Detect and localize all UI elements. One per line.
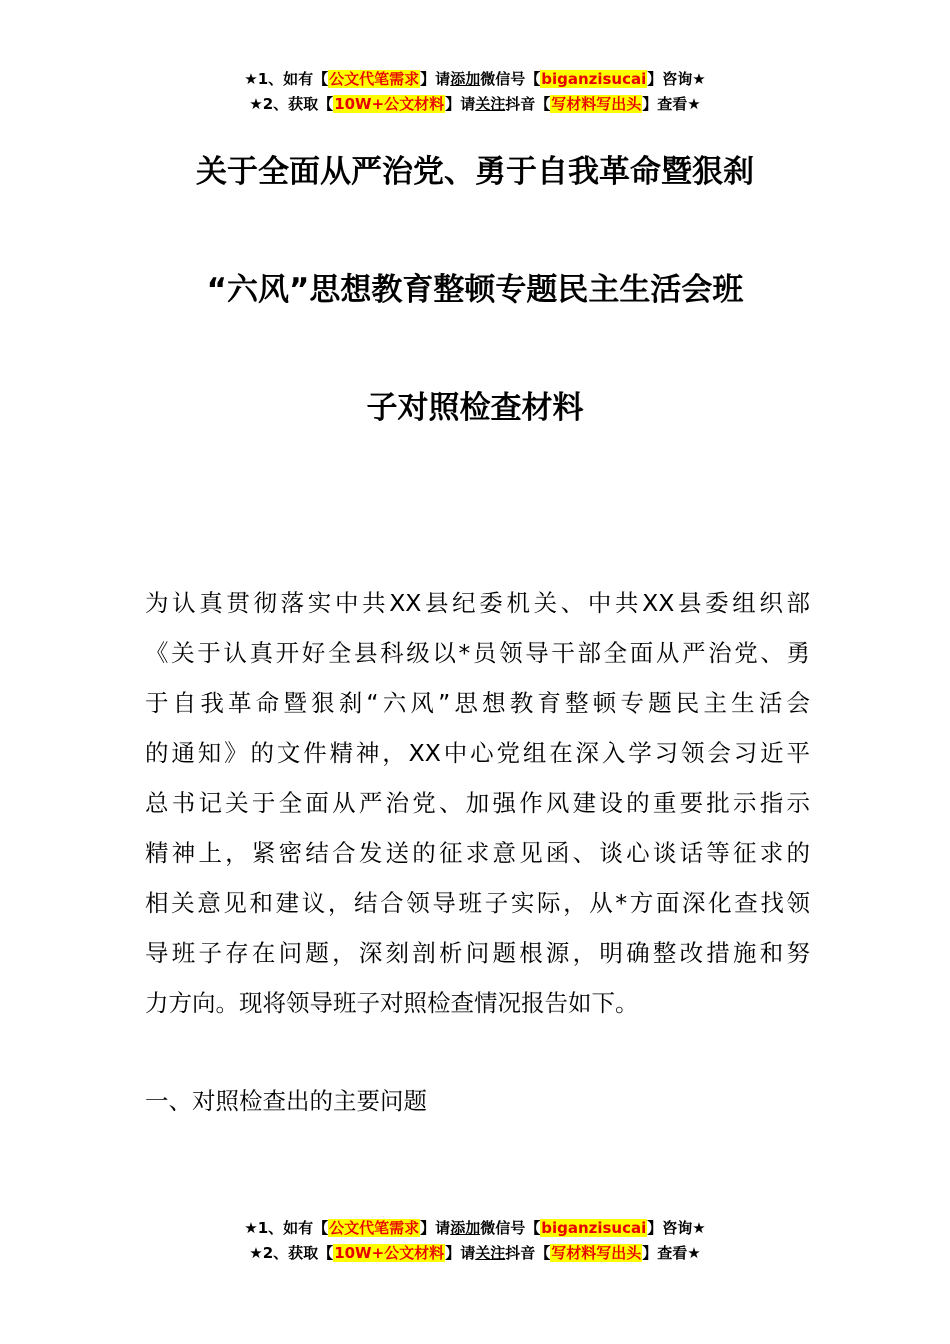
paragraph-line: 精神上，紧密结合发送的征求意见函、谈心谈话等征求的 <box>145 839 810 867</box>
title-line-2: “六风”思想教育整顿专题民主生活会班 <box>206 272 744 308</box>
section-heading: 一、对照检查出的主要问题 <box>145 1087 427 1115</box>
banner-1-prefix: ★1、如有【 <box>244 70 329 88</box>
footer-1-highlight-service: 公文代笔需求 <box>329 1219 420 1237</box>
footer-2-suffix: 】查看★ <box>642 1244 701 1262</box>
paragraph-line: 相关意见和建议，结合领导班子实际，从*方面深化查找领 <box>145 889 810 917</box>
banner-1-mid: 】请 <box>420 70 451 88</box>
header-banner <box>0 67 950 117</box>
banner-2-prefix: ★2、获取【 <box>249 95 334 113</box>
title-line-3: 子对照检查材料 <box>366 390 584 426</box>
footer-2-underlined: 关注 <box>475 1244 506 1262</box>
paragraph-line: 《关于认真开好全县科级以*员领导干部全面从严治党、勇 <box>145 639 810 667</box>
banner-2-suffix: 】查看★ <box>642 95 701 113</box>
footer-2-mid: 】请 <box>445 1244 476 1262</box>
banner-line-2 <box>0 92 950 117</box>
banner-1-mid2: 微信号【 <box>480 70 541 88</box>
footer-2-highlight-materials: 10W+公文材料 <box>334 1244 445 1262</box>
title-line-1: 关于全面从严治党、勇于自我革命暨狠刹 <box>196 154 754 190</box>
footer-banner-line-1 <box>0 1216 950 1241</box>
paragraph-line: 于自我革命暨狠刹“六风”思想教育整顿专题民主生活会 <box>145 689 810 717</box>
banner-2-mid2: 抖音【 <box>505 95 551 113</box>
footer-2-mid2: 抖音【 <box>505 1244 551 1262</box>
paragraph-line: 总书记关于全面从严治党、加强作风建设的重要批示指示 <box>145 789 810 817</box>
banner-1-highlight-service: 公文代笔需求 <box>329 70 420 88</box>
intro-paragraph <box>145 578 810 1028</box>
footer-1-underlined: 添加 <box>450 1219 481 1237</box>
banner-2-underlined: 关注 <box>475 95 506 113</box>
footer-1-prefix: ★1、如有【 <box>244 1219 329 1237</box>
document-title <box>120 148 830 502</box>
footer-1-mid: 】请 <box>420 1219 451 1237</box>
banner-line-1 <box>0 67 950 92</box>
banner-1-highlight-wechat: biganzisucai <box>541 70 647 88</box>
footer-1-suffix: 】咨询★ <box>647 1219 706 1237</box>
footer-banner-line-2 <box>0 1241 950 1266</box>
paragraph-line: 力方向。现将领导班子对照检查情况报告如下。 <box>145 989 639 1017</box>
banner-1-suffix: 】咨询★ <box>647 70 706 88</box>
banner-1-underlined: 添加 <box>450 70 481 88</box>
paragraph-line: 导班子存在问题，深刻剖析问题根源，明确整改措施和努 <box>145 939 810 967</box>
footer-1-mid2: 微信号【 <box>480 1219 541 1237</box>
footer-banner <box>0 1216 950 1266</box>
footer-1-highlight-wechat: biganzisucai <box>541 1219 647 1237</box>
footer-2-highlight-douyin: 写材料写出头 <box>551 1244 642 1262</box>
paragraph-line: 为认真贯彻落实中共XX县纪委机关、中共XX县委组织部 <box>145 589 810 617</box>
banner-2-highlight-douyin: 写材料写出头 <box>551 95 642 113</box>
paragraph-line: 的通知》的文件精神，XX中心党组在深入学习领会习近平 <box>145 739 810 767</box>
banner-2-mid: 】请 <box>445 95 476 113</box>
footer-2-prefix: ★2、获取【 <box>249 1244 334 1262</box>
banner-2-highlight-materials: 10W+公文材料 <box>334 95 445 113</box>
